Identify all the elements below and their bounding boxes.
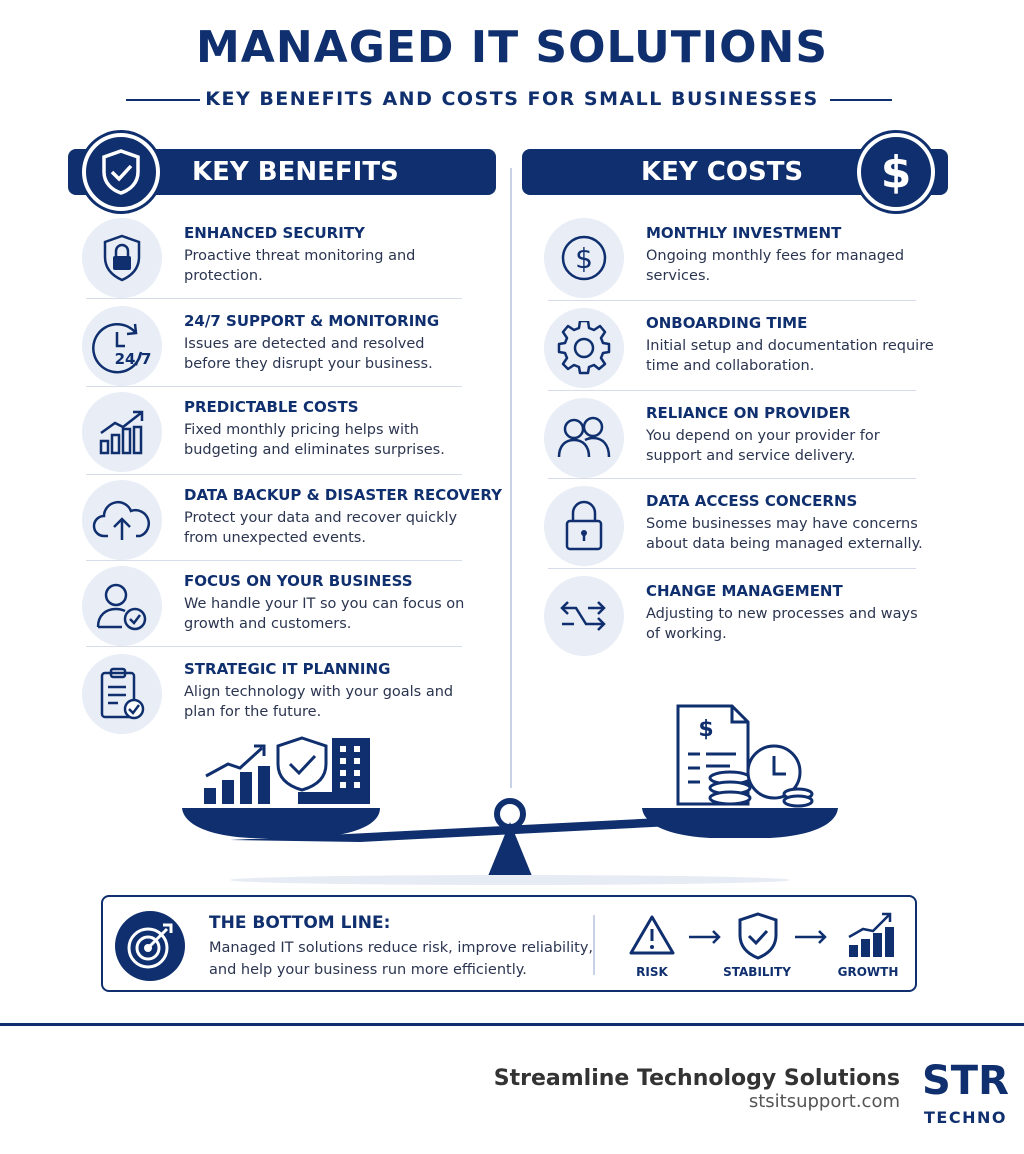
cost-title: ONBOARDING TIME [646,314,808,332]
divider [548,300,916,301]
flow-label-risk: RISK [636,965,668,979]
benefit-title: FOCUS ON YOUR BUSINESS [184,572,413,590]
divider [593,915,595,975]
flow-label-growth: GROWTH [837,965,899,979]
page-subtitle: KEY BENEFITS AND COSTS FOR SMALL BUSINESSES [205,88,819,110]
benefit-desc: Fixed monthly pricing helps with budgeting and eliminates surprises. [184,422,445,458]
swap-arrows-icon [544,576,624,656]
benefit-item [82,302,482,390]
cost-title: CHANGE MANAGEMENT [646,582,843,600]
column-divider [510,168,512,788]
divider [86,560,462,561]
invoice-coins-clock-icon [678,706,812,806]
warning-triangle-icon [627,913,677,957]
growth-chart-icon [204,746,270,804]
svg-text:$: $ [575,242,593,275]
arrow-right-icon [793,929,829,945]
subtitle-row [0,88,1024,112]
cost-desc: You depend on your provider for support and service delivery. [646,428,880,464]
cost-title: DATA ACCESS CONCERNS [646,492,858,510]
cost-item [544,214,944,302]
cost-title: MONTHLY INVESTMENT [646,224,842,242]
growth-chart-icon [845,911,895,959]
benefit-title: 24/7 SUPPORT & MONITORING [184,312,440,330]
cost-item [544,304,944,392]
divider [86,298,462,299]
shield-check-icon [278,738,326,790]
logo-wordmark: STR [922,1058,1009,1104]
cost-item [544,394,944,482]
shield-check-badge-icon [82,133,160,211]
cost-item [544,482,944,570]
cost-title: RELIANCE ON PROVIDER [646,404,851,422]
lock-shield-icon [82,218,162,298]
divider [86,646,462,647]
svg-text:$: $ [698,717,714,742]
dollar-badge-icon [857,133,935,211]
benefit-desc: Proactive threat monitoring and protection. [184,248,416,284]
balance-scale-illustration [170,700,850,890]
flow-label-stability: STABILITY [723,965,791,979]
user-check-icon [82,566,162,646]
cost-desc: Initial setup and documentation require time and collaboration. [646,338,934,374]
dollar-circle-icon [544,218,624,298]
logo-tagline: TECHNO [924,1108,1007,1127]
benefit-title: ENHANCED SECURITY [184,224,365,242]
cost-item [544,572,944,660]
divider [548,390,916,391]
benefit-item [82,476,503,564]
benefits-heading: KEY BENEFITS [192,157,399,187]
bottom-line-panel [101,895,917,992]
company-name: Streamline Technology Solutions [493,1066,900,1091]
target-icon [115,911,185,981]
benefit-desc: Align technology with your goals and plan for the future. [184,684,454,720]
people-icon [544,398,624,478]
benefit-desc: We handle your IT so you can focus on growth and customers. [184,596,465,632]
divider [548,568,916,569]
footer-rule [0,1023,1024,1026]
divider [548,478,916,479]
lock-icon [544,486,624,566]
cost-desc: Ongoing monthly fees for managed services. [646,248,905,284]
subtitle-right-rule [830,99,892,101]
benefit-title: STRATEGIC IT PLANNING [184,660,391,678]
website-link[interactable]: stsitsupport.com [748,1091,900,1112]
bottom-line-title: THE BOTTOM LINE: [209,913,391,933]
costs-heading: KEY COSTS [641,157,804,187]
gear-icon [544,308,624,388]
cost-desc: Some businesses may have concerns about data being managed externally. [646,516,923,552]
clipboard-check-icon [82,654,162,734]
shield-check-icon [735,911,781,961]
cost-desc: Adjusting to new processes and ways of working. [646,606,918,642]
page-title: MANAGED IT SOLUTIONS [195,22,829,73]
divider [86,474,462,475]
benefit-item [82,562,482,650]
benefit-item [82,214,482,302]
cloud-upload-icon [82,480,162,560]
clock-24-7-icon [82,306,162,386]
benefit-item [82,388,482,476]
benefit-desc: Protect your data and recover quickly from unexpected events. [184,510,458,546]
benefit-title: PREDICTABLE COSTS [184,398,359,416]
svg-text:$: $ [880,147,912,197]
arrow-right-icon [687,929,723,945]
bottom-line-text: Managed IT solutions reduce risk, improve reliability, and help your business run more efficiently. [209,940,594,978]
svg-text:24/7: 24/7 [114,350,152,368]
divider [86,386,462,387]
benefit-title: DATA BACKUP & DISASTER RECOVERY [184,486,503,504]
benefit-desc: Issues are detected and resolved before they disrupt your business. [184,336,433,372]
bar-chart-growth-icon [82,392,162,472]
